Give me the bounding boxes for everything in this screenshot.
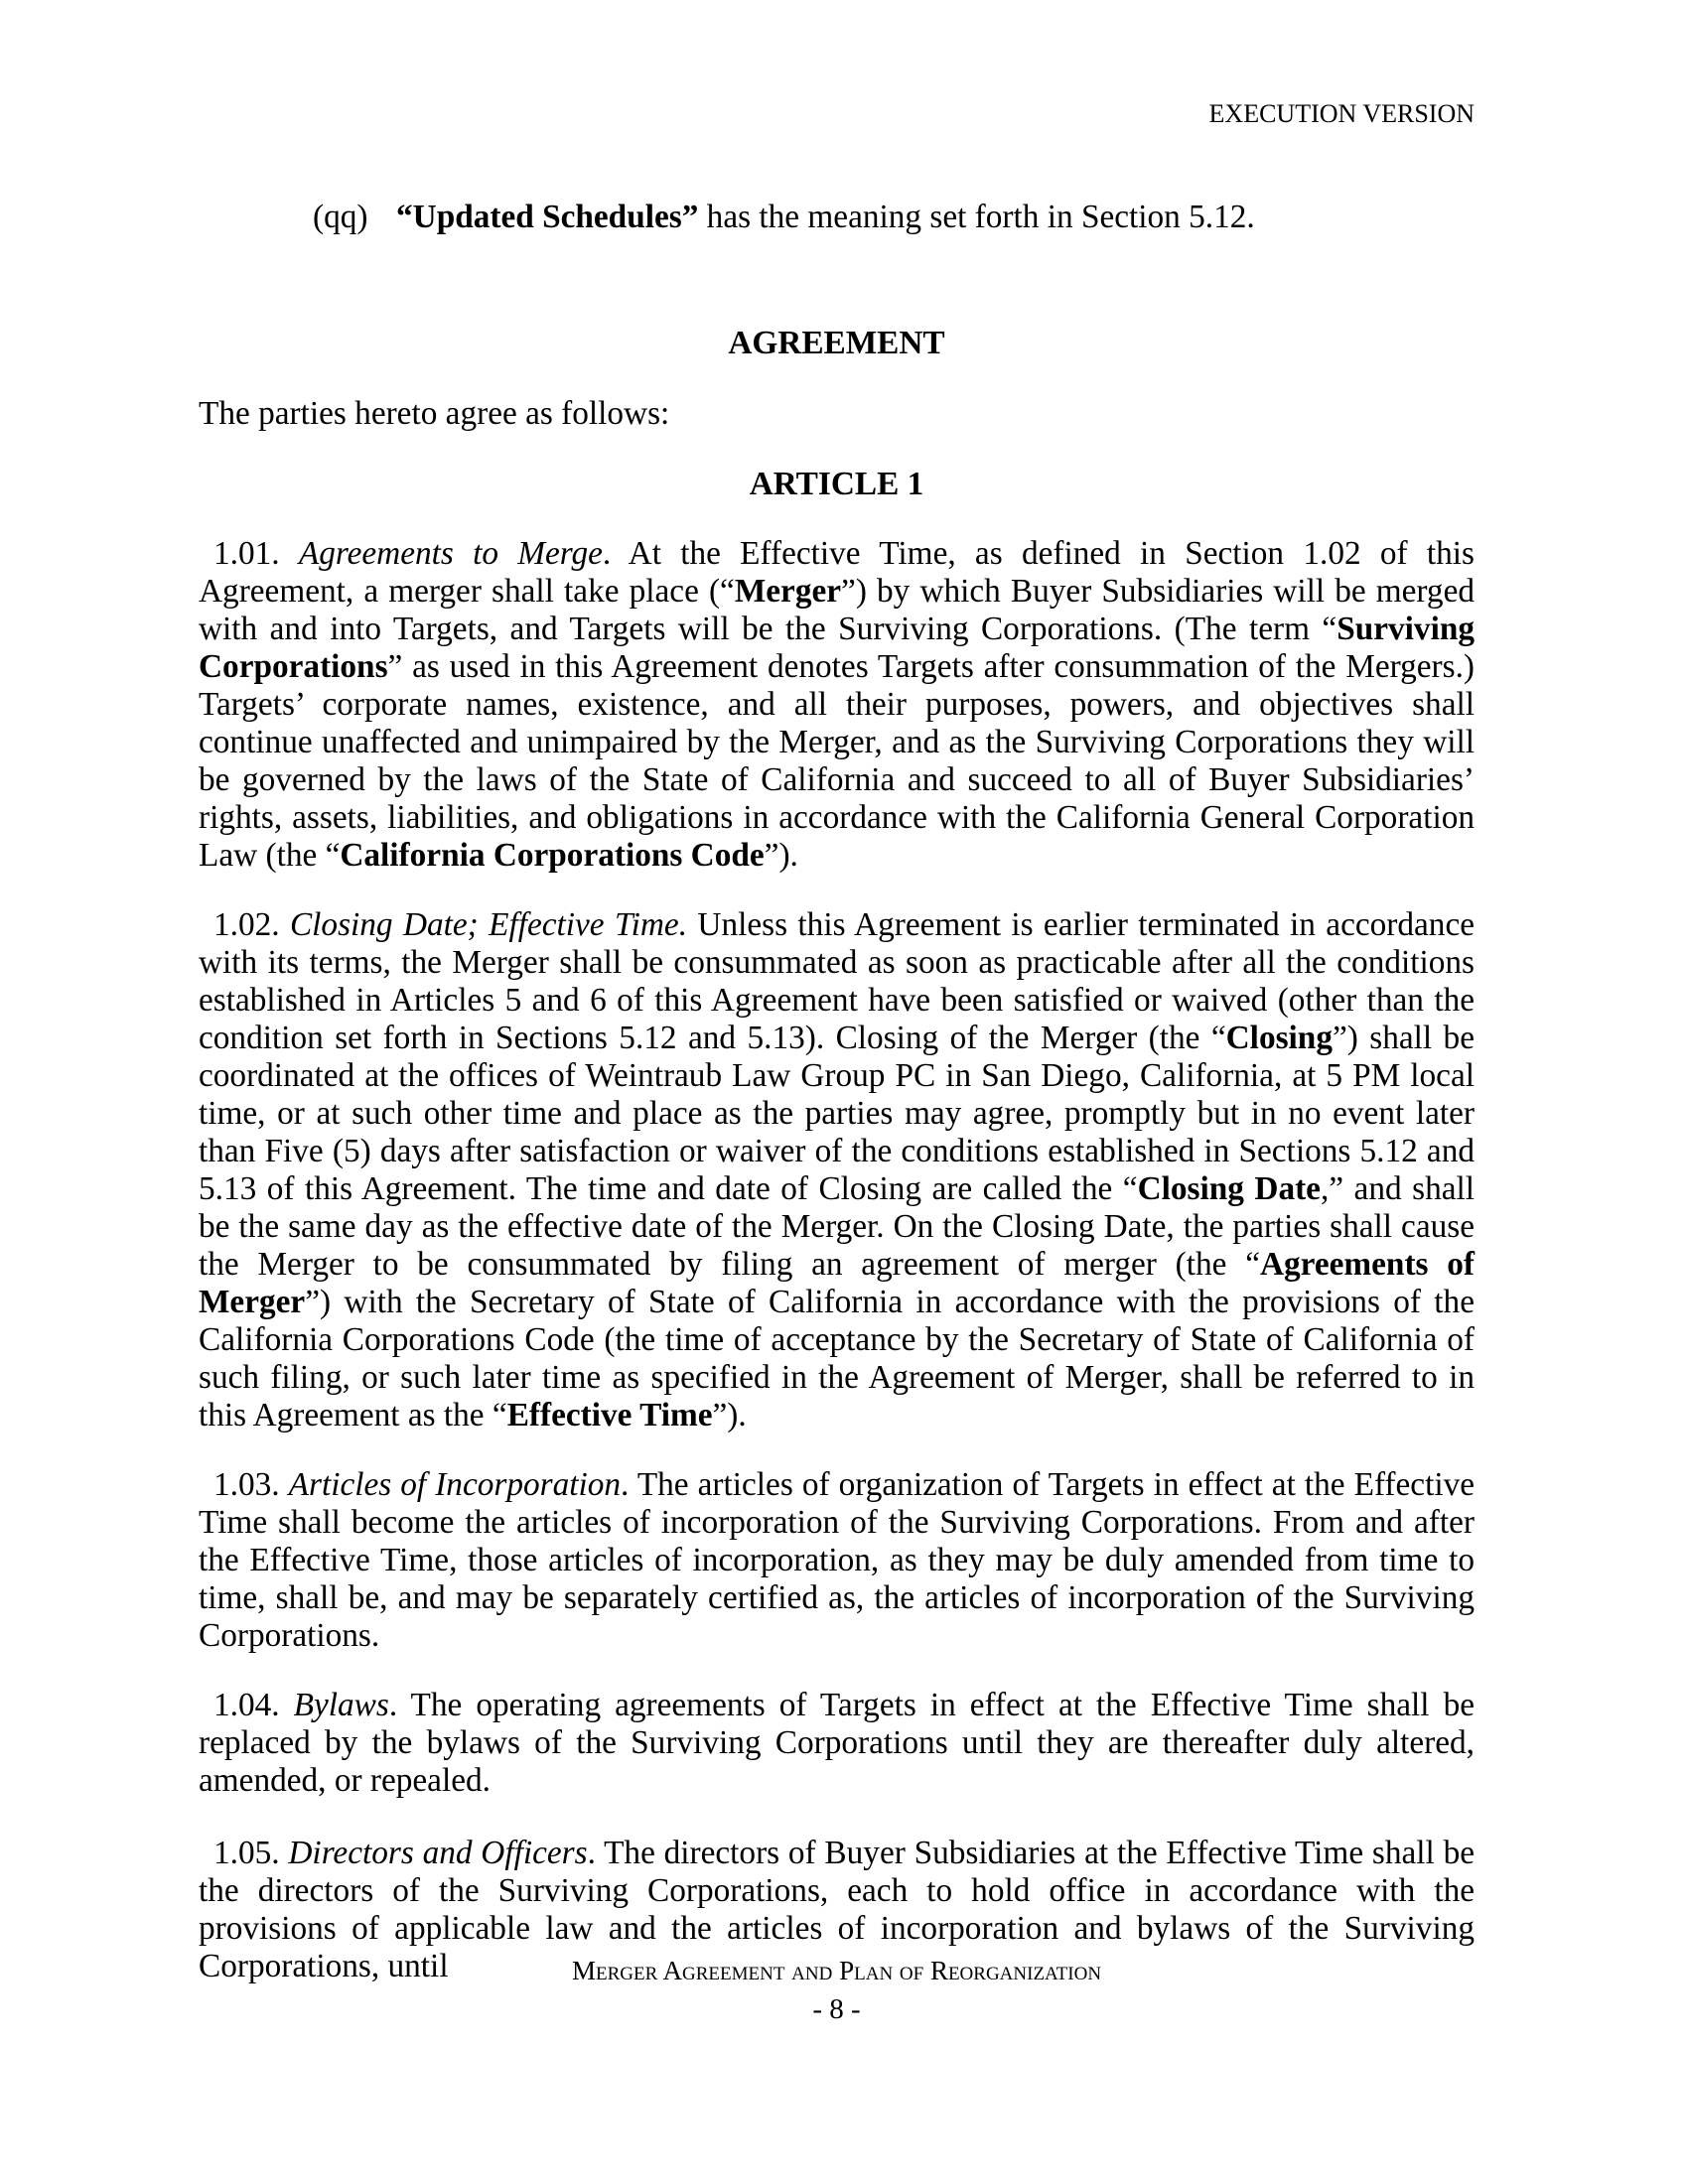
article-heading: ARTICLE 1 bbox=[749, 466, 924, 502]
body-text: 1.05. bbox=[213, 1835, 289, 1871]
body-text: 1.03. bbox=[213, 1466, 289, 1503]
body-text: . The articles of organization of Targets in effect at the Effective Time shall become the articles of incorporation of the Surviving Corporations. From and after the Effective Time, those articles of incorporation, as they may be duly amended from time to time, shall be, and may be separately certified as, the articles of incorporation of the Surviving Corporations. bbox=[199, 1466, 1476, 1654]
section-title: Bylaws bbox=[293, 1687, 389, 1723]
execution-version-label: EXECUTION VERSION bbox=[1208, 99, 1475, 128]
body-text: ”) shall be coordinated at the offices of Weintraub Law Group PC in San Diego, California, at 5 PM local time, or at such other time and place as the parties may agree, promptly but in no event later than Five (5) days after satisfaction or waiver of the conditions established in Sections 5.12 and 5.13 of this Agreement. The time and date of Closing are called the “ bbox=[199, 1020, 1475, 1207]
body-text: . At the Effective Time, as defined in Section 1.02 of this Agreement, a merger shall take place (“ bbox=[199, 535, 1475, 610]
section-1-02 bbox=[199, 906, 1475, 1434]
section-title: Directors and Officers bbox=[288, 1835, 588, 1871]
footer-title: Merger Agreement and Plan of Reorganization bbox=[571, 1956, 1102, 1985]
defined-term: Merger bbox=[734, 573, 842, 610]
body-text: . The directors of Buyer Subsidiaries at the Effective Time shall be the directors of the Surviving Corporations, each to hold office in accordance with the provisions of applicable law and the articles of incorporation and bylaws of the Surviving Corporations, until bbox=[199, 1835, 1475, 1984]
agreement-heading: AGREEMENT bbox=[728, 325, 945, 361]
definition-qq bbox=[313, 199, 1255, 236]
definition-text: has the meaning set forth in Section 5.12. bbox=[698, 199, 1255, 235]
section-1-01 bbox=[199, 535, 1475, 875]
body-text: ”). bbox=[712, 1397, 747, 1433]
intro-text: The parties hereto agree as follows: bbox=[199, 395, 670, 432]
section-1-03 bbox=[199, 1466, 1475, 1655]
defined-term: Surviving Corporations bbox=[199, 611, 1475, 685]
page-number: - 8 - bbox=[812, 1993, 861, 2025]
defined-term: Agreements of Merger bbox=[199, 1246, 1475, 1320]
body-text: ”) with the Secretary of State of California in accordance with the provisions of the California Corporations Code (the time of acceptance by the Secretary of State of California of such filing, or such later time as specified in the Agreement of Merger, shall be referred to in this Agreement as the “ bbox=[199, 1284, 1475, 1433]
body-text: 1.04. bbox=[213, 1687, 294, 1723]
body-text: ” as used in this Agreement denotes Targets after consummation of the Mergers.) Targets’ corporate names, existence, and all their purposes, powers, and objectives shall continue unaffected and unimpaired by the Merger, and as the Surviving Corporations they will be governed by the laws of the State of California and succeed to all of Buyer Subsidiaries’ rights, assets, liabilities, and obligations in accordance with the California General Corporation Law (the “ bbox=[199, 648, 1475, 874]
section-title: Closing Date; Effective Time. bbox=[289, 906, 688, 943]
defined-term: California Corporations Code bbox=[340, 837, 765, 874]
body-text: 1.01. bbox=[213, 535, 299, 572]
defined-term: Closing Date bbox=[1137, 1170, 1321, 1207]
defined-term: Closing bbox=[1225, 1020, 1333, 1056]
body-text: 1.02. bbox=[213, 906, 290, 943]
body-text: ”) by which Buyer Subsidiaries will be merged with and into Targets, and Targets will be the Surviving Corporations. (The term “ bbox=[199, 573, 1475, 647]
body-text: . The operating agreements of Targets in effect at the Effective Time shall be replaced by the bylaws of the Surviving Corporations until they are thereafter duly altered, amended, or repealed. bbox=[199, 1687, 1475, 1799]
definition-term: “Updated Schedules” bbox=[396, 199, 699, 235]
section-title: Articles of Incorporation bbox=[288, 1466, 622, 1503]
section-title: Agreements to Merge bbox=[298, 535, 603, 572]
section-1-04 bbox=[199, 1687, 1475, 1800]
definition-label: (qq) bbox=[313, 199, 368, 235]
defined-term: Effective Time bbox=[506, 1397, 713, 1433]
body-text: Unless this Agreement is earlier terminated in accordance with its terms, the Merger shall be consummated as soon as practicable after all the conditions established in Articles 5 and 6 of this Agreement have been satisfied or waived (other than the condition set forth in Sections 5.12 and 5.13). Closing of the Merger (the “ bbox=[199, 906, 1476, 1056]
body-text: ,” and shall be the same day as the effective date of the Merger. On the Closing Date, the parties shall cause the Merger to be consummated by filing an agreement of merger (the “ bbox=[199, 1170, 1475, 1283]
body-text: ”). bbox=[764, 837, 798, 874]
